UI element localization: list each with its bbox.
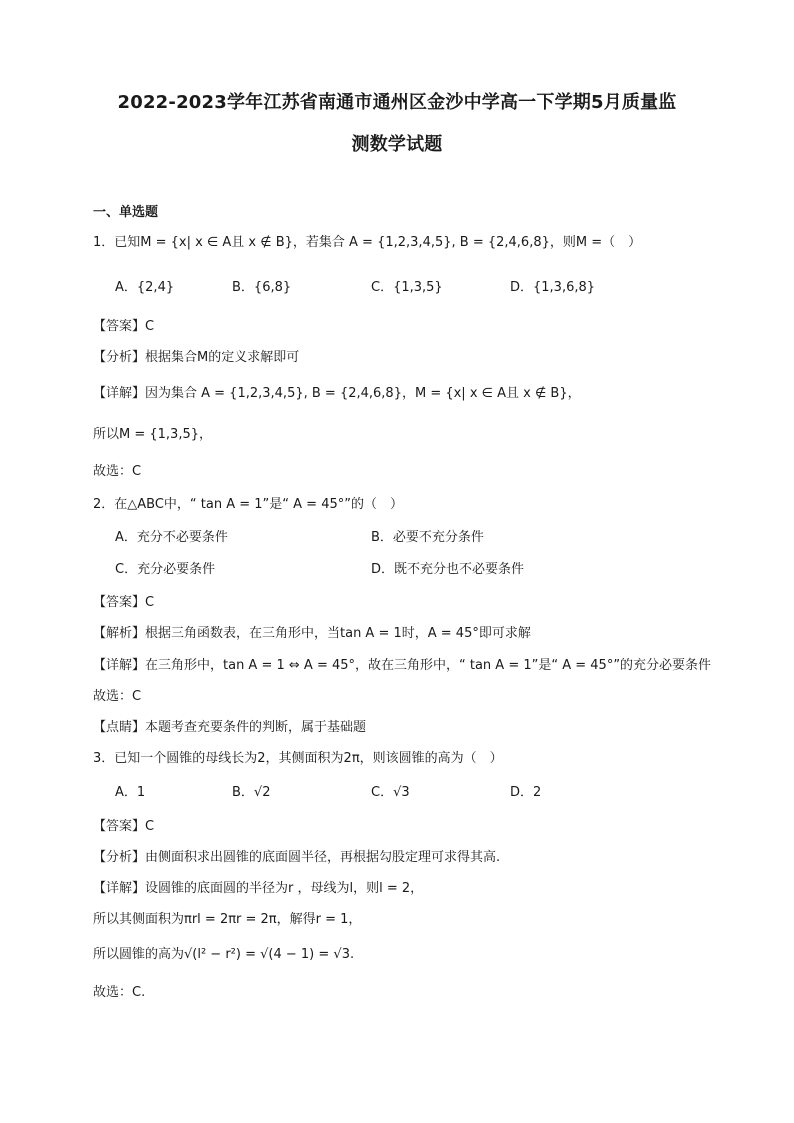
q2-option-d: D．既不充分也不必要条件: [371, 562, 525, 577]
q1-detail: 【详解】因为集合 A = {1,2,3,4,5}, B = {2,4,6,8}，M = {x| x ∈ A且 x ∉ B}，: [93, 386, 581, 401]
q1-option-a: A．{2,4}: [115, 280, 175, 295]
q2-option-a: A．充分不必要条件: [115, 530, 228, 545]
doc-title-line2: 测数学试题: [351, 134, 443, 155]
doc-title-line1: 2022-2023学年江苏省南通市通州区金沙中学高一下学期5月质量监: [117, 92, 677, 113]
q1-option-b: B．{6,8}: [232, 280, 292, 295]
q1-choose: 故选：C: [93, 464, 142, 479]
q3-detail: 【详解】设圆锥的底面圆的半径为r ，母线为l，则l = 2，: [93, 881, 424, 896]
q1-stem: 1．已知M = {x| x ∈ A且 x ∉ B}，若集合 A = {1,2,3,4,5}, B = {2,4,6,8}，则M =（ ）: [93, 235, 642, 250]
q1-option-c: C．{1,3,5}: [371, 280, 443, 295]
q3-answer: 【答案】C: [93, 819, 155, 834]
q1-detail-line2: 所以M = {1,3,5}，: [93, 427, 212, 442]
q2-option-c: C．充分必要条件: [115, 562, 216, 577]
q1-answer: 【答案】C: [93, 319, 155, 334]
q2-comment: 【点睛】本题考查充要条件的判断，属于基础题: [93, 720, 367, 735]
q3-detail-line3: 所以圆锥的高为√(l² − r²) = √(4 − 1) = √3.: [93, 947, 355, 962]
q3-option-a: A．1: [115, 785, 146, 800]
q3-choose: 故选：C.: [93, 985, 146, 1000]
q3-stem: 3．已知一个圆锥的母线长为2，其侧面积为2π，则该圆锥的高为（ ）: [93, 751, 503, 766]
q1-option-d: D．{1,3,6,8}: [510, 280, 596, 295]
q3-option-b: B．√2: [232, 785, 271, 800]
q2-stem: 2．在△ABC中，“ tan A = 1”是“ A = 45°”的（ ）: [93, 497, 403, 512]
q2-choose: 故选：C: [93, 689, 142, 704]
q2-analysis: 【解析】根据三角函数表，在三角形中，当tan A = 1时，A = 45°即可求解: [93, 626, 531, 641]
q2-detail: 【详解】在三角形中，tan A = 1 ⇔ A = 45°，故在三角形中，“ tan A = 1”是“ A = 45°”的充分必要条件: [93, 658, 712, 673]
q3-analysis: 【分析】由侧面积求出圆锥的底面圆半径，再根据勾股定理可求得其高.: [93, 850, 501, 865]
q1-analysis: 【分析】根据集合M的定义求解即可: [93, 350, 300, 365]
q3-detail-line2: 所以其侧面积为πrl = 2πr = 2π，解得r = 1，: [93, 912, 362, 927]
q2-answer: 【答案】C: [93, 595, 155, 610]
q3-option-c: C．√3: [371, 785, 410, 800]
q2-option-b: B．必要不充分条件: [371, 530, 484, 545]
q3-option-d: D．2: [510, 785, 542, 800]
section-heading: 一、单选题: [93, 205, 159, 220]
